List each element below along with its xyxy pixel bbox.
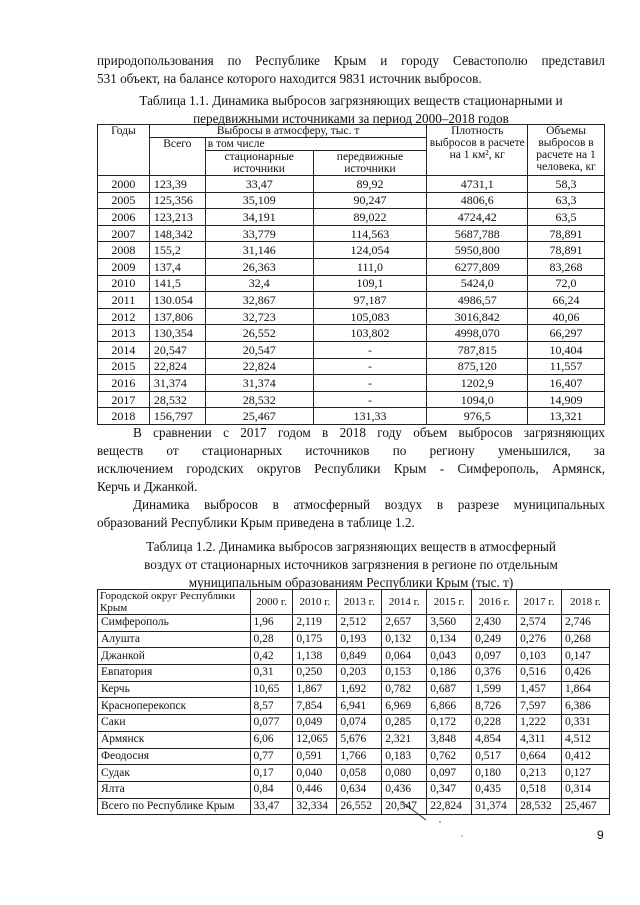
- table-row: [98, 748, 610, 765]
- pen-mark: [400, 800, 470, 840]
- table-row: [98, 308, 605, 325]
- value-cell: 0,097: [472, 648, 517, 665]
- stationary-cell: 32,723: [205, 308, 313, 325]
- header-emissions: Выбросы в атмосферу, тыс. т: [149, 125, 426, 138]
- value-cell: 0,043: [427, 648, 472, 665]
- total-cell: 148,342: [149, 225, 205, 242]
- value-cell: 6,386: [562, 698, 610, 715]
- total-cell: 137,806: [149, 308, 205, 325]
- paragraph1-line-1: В сравнении с 2017 годом в 2018 году объем выбросов загрязняющих: [133, 425, 605, 440]
- mobile-cell: -: [313, 358, 427, 375]
- value-cell: 0,153: [382, 665, 427, 682]
- value-cell: 3,560: [427, 615, 472, 632]
- value-cell: 1,96: [250, 615, 293, 632]
- value-cell: 0,31: [250, 665, 293, 682]
- value-cell: 0,250: [293, 665, 337, 682]
- value-cell: 0,228: [472, 715, 517, 732]
- value-cell: 0,040: [293, 765, 337, 782]
- year-header: 2018 г.: [562, 590, 610, 615]
- per-capita-cell: 14,909: [528, 391, 605, 408]
- value-cell: 0,84: [250, 781, 293, 798]
- per-capita-cell: 16,407: [528, 375, 605, 392]
- table-row: [98, 225, 605, 242]
- mobile-cell: -: [313, 341, 427, 358]
- table2-caption-line-1: Таблица 1.2. Динамика выбросов загрязняющих веществ в атмосферный: [146, 539, 556, 554]
- value-cell: 0,412: [562, 748, 610, 765]
- value-cell: 0,347: [427, 781, 472, 798]
- table-row: [98, 615, 610, 632]
- value-cell: 2,574: [517, 615, 562, 632]
- paragraph1-line-2: веществ от стационарных источников по региону уменьшился, за: [97, 443, 605, 458]
- table-row: [98, 648, 610, 665]
- value-cell: 0,28: [250, 631, 293, 648]
- municipality-cell: Армянск: [98, 731, 251, 748]
- value-cell: 2,430: [472, 615, 517, 632]
- total-cell: 130.054: [149, 292, 205, 309]
- table-row: [98, 176, 605, 193]
- stationary-cell: 33,47: [205, 176, 313, 193]
- stationary-cell: 20,547: [205, 341, 313, 358]
- stationary-cell: 31,146: [205, 242, 313, 259]
- value-cell: 1,864: [562, 681, 610, 698]
- mobile-cell: 111,0: [313, 258, 427, 275]
- value-cell: 0,097: [427, 765, 472, 782]
- per-capita-cell: 40,06: [528, 308, 605, 325]
- stationary-cell: 33,779: [205, 225, 313, 242]
- year-cell: 2011: [98, 292, 150, 309]
- value-cell: 0,591: [293, 748, 337, 765]
- intro-paragraph: [97, 52, 605, 88]
- table-row: [98, 715, 610, 732]
- total-cell: 22,824: [149, 358, 205, 375]
- total-cell: 130,354: [149, 325, 205, 342]
- mobile-cell: 89,022: [313, 209, 427, 226]
- value-cell: 0,183: [382, 748, 427, 765]
- per-capita-cell: 83,268: [528, 258, 605, 275]
- stationary-cell: 28,532: [205, 391, 313, 408]
- value-cell: 0,435: [472, 781, 517, 798]
- mobile-cell: -: [313, 391, 427, 408]
- table-row: [98, 698, 610, 715]
- mobile-cell: 103,802: [313, 325, 427, 342]
- value-cell: 2,321: [382, 731, 427, 748]
- total-cell: 137,4: [149, 258, 205, 275]
- value-cell: 1,457: [517, 681, 562, 698]
- table1-caption-line-1: Таблица 1.1. Динамика выбросов загрязняющих веществ стационарными и: [139, 93, 563, 108]
- header-density: Плотность выбросов в расчете на 1 км², кг: [427, 125, 528, 176]
- municipality-cell: Всего по Республике Крым: [98, 798, 251, 815]
- table-row: [98, 292, 605, 309]
- per-capita-cell: 78,891: [528, 225, 605, 242]
- value-cell: 0,175: [293, 631, 337, 648]
- value-cell: 1,222: [517, 715, 562, 732]
- year-cell: 2014: [98, 341, 150, 358]
- municipality-cell: Судак: [98, 765, 251, 782]
- density-cell: 3016,842: [427, 308, 528, 325]
- value-cell: 0,249: [472, 631, 517, 648]
- table-row: [98, 358, 605, 375]
- table-row: [98, 192, 605, 209]
- paragraph2-line-1: Динамика выбросов в атмосферный воздух в разрезе муниципальных: [133, 497, 605, 512]
- value-cell: 0,268: [562, 631, 610, 648]
- value-cell: 0,849: [337, 648, 382, 665]
- header-total: Всего: [149, 138, 205, 176]
- paragraph2-line-2: образований Республики Крым приведена в таблице 1.2.: [97, 515, 415, 530]
- table-row: [98, 209, 605, 226]
- header-stationary: стационарные источники: [205, 151, 313, 176]
- density-cell: 1202,9: [427, 375, 528, 392]
- mobile-cell: 89,92: [313, 176, 427, 193]
- emissions-dynamics-table: [97, 124, 605, 425]
- table-row: [98, 681, 610, 698]
- municipality-cell: Красноперекопск: [98, 698, 251, 715]
- header-years: Годы: [98, 125, 150, 176]
- value-cell: 0,180: [472, 765, 517, 782]
- page-number: 9: [597, 828, 604, 842]
- value-cell: 6,969: [382, 698, 427, 715]
- value-cell: 0,77: [250, 748, 293, 765]
- value-cell: 4,311: [517, 731, 562, 748]
- stationary-cell: 32,4: [205, 275, 313, 292]
- value-cell: 25,467: [562, 798, 610, 815]
- per-capita-cell: 63,3: [528, 192, 605, 209]
- table-row: [98, 258, 605, 275]
- paragraph1-line-4: Керчь и Джанкой.: [97, 479, 198, 494]
- value-cell: 0,687: [427, 681, 472, 698]
- value-cell: 0,634: [337, 781, 382, 798]
- density-cell: 5950,800: [427, 242, 528, 259]
- value-cell: 0,446: [293, 781, 337, 798]
- value-cell: 26,552: [337, 798, 382, 815]
- year-cell: 2006: [98, 209, 150, 226]
- year-header: 2014 г.: [382, 590, 427, 615]
- value-cell: 32,334: [293, 798, 337, 815]
- stationary-cell: 22,824: [205, 358, 313, 375]
- intro-line-1: природопользования по Республике Крым и городу Севастополю представил: [97, 53, 605, 68]
- year-cell: 2015: [98, 358, 150, 375]
- table-row: [98, 731, 610, 748]
- value-cell: 0,285: [382, 715, 427, 732]
- year-cell: 2005: [98, 192, 150, 209]
- value-cell: 0,17: [250, 765, 293, 782]
- value-cell: 0,213: [517, 765, 562, 782]
- stationary-cell: 32,867: [205, 292, 313, 309]
- total-cell: 125,356: [149, 192, 205, 209]
- value-cell: 0,664: [517, 748, 562, 765]
- mobile-cell: 124,054: [313, 242, 427, 259]
- municipality-cell: Джанкой: [98, 648, 251, 665]
- value-cell: 8,726: [472, 698, 517, 715]
- year-cell: 2018: [98, 408, 150, 425]
- table2-caption-line-2: воздух от стационарных источников загрязнения в регионе по отдельным: [144, 557, 558, 572]
- table-row: [98, 275, 605, 292]
- value-cell: 0,058: [337, 765, 382, 782]
- municipality-cell: Евпатория: [98, 665, 251, 682]
- stationary-cell: 35,109: [205, 192, 313, 209]
- municipality-cell: Алушта: [98, 631, 251, 648]
- value-cell: 0,276: [517, 631, 562, 648]
- value-cell: 0,516: [517, 665, 562, 682]
- table2-body: [98, 615, 610, 815]
- value-cell: 6,06: [250, 731, 293, 748]
- table-row: [98, 341, 605, 358]
- year-header: 2017 г.: [517, 590, 562, 615]
- municipality-cell: Саки: [98, 715, 251, 732]
- value-cell: 0,426: [562, 665, 610, 682]
- value-cell: 0,436: [382, 781, 427, 798]
- per-capita-cell: 66,297: [528, 325, 605, 342]
- mobile-cell: 90,247: [313, 192, 427, 209]
- value-cell: 1,138: [293, 648, 337, 665]
- total-cell: 123,39: [149, 176, 205, 193]
- value-cell: 22,824: [427, 798, 472, 815]
- density-cell: 4731,1: [427, 176, 528, 193]
- municipality-cell: Ялта: [98, 781, 251, 798]
- value-cell: 0,080: [382, 765, 427, 782]
- per-capita-cell: 63,5: [528, 209, 605, 226]
- total-cell: 123,213: [149, 209, 205, 226]
- mobile-cell: 109,1: [313, 275, 427, 292]
- per-capita-cell: 66,24: [528, 292, 605, 309]
- table2-header-row: [98, 590, 610, 615]
- total-cell: 156,797: [149, 408, 205, 425]
- table-row: [98, 631, 610, 648]
- value-cell: 5,676: [337, 731, 382, 748]
- year-cell: 2010: [98, 275, 150, 292]
- value-cell: 0,314: [562, 781, 610, 798]
- table-row: [98, 665, 610, 682]
- total-cell: 141,5: [149, 275, 205, 292]
- year-cell: 2012: [98, 308, 150, 325]
- value-cell: 2,512: [337, 615, 382, 632]
- year-header: 2016 г.: [472, 590, 517, 615]
- table1-caption-line-2: передвижными источниками за период 2000–2018 годов: [193, 111, 509, 126]
- value-cell: 0,762: [427, 748, 472, 765]
- density-cell: 976,5: [427, 408, 528, 425]
- value-cell: 0,186: [427, 665, 472, 682]
- table-row: [98, 325, 605, 342]
- density-cell: 4986,57: [427, 292, 528, 309]
- mobile-cell: 131,33: [313, 408, 427, 425]
- year-header: 2013 г.: [337, 590, 382, 615]
- year-cell: 2008: [98, 242, 150, 259]
- value-cell: 0,172: [427, 715, 472, 732]
- municipality-cell: Феодосия: [98, 748, 251, 765]
- value-cell: 4,854: [472, 731, 517, 748]
- value-cell: 28,532: [517, 798, 562, 815]
- value-cell: 1,766: [337, 748, 382, 765]
- value-cell: 4,512: [562, 731, 610, 748]
- value-cell: 0,193: [337, 631, 382, 648]
- table1-body: [98, 176, 605, 425]
- paragraph1-line-3: исключением городских округов Республики Крым - Симферополь, Армянск,: [97, 461, 605, 476]
- value-cell: 0,518: [517, 781, 562, 798]
- density-cell: 875,120: [427, 358, 528, 375]
- year-cell: 2009: [98, 258, 150, 275]
- table-row: [98, 798, 610, 815]
- value-cell: 0,517: [472, 748, 517, 765]
- value-cell: 0,147: [562, 648, 610, 665]
- year-header: 2015 г.: [427, 590, 472, 615]
- density-cell: 1094,0: [427, 391, 528, 408]
- value-cell: 3,848: [427, 731, 472, 748]
- density-cell: 5687,788: [427, 225, 528, 242]
- municipality-cell: Керчь: [98, 681, 251, 698]
- year-cell: 2017: [98, 391, 150, 408]
- municipality-cell: Симферополь: [98, 615, 251, 632]
- mobile-cell: -: [313, 375, 427, 392]
- per-capita-cell: 72,0: [528, 275, 605, 292]
- stationary-cell: 26,552: [205, 325, 313, 342]
- value-cell: 0,077: [250, 715, 293, 732]
- value-cell: 2,119: [293, 615, 337, 632]
- table-row: [98, 781, 610, 798]
- mobile-cell: 105,083: [313, 308, 427, 325]
- density-cell: 787,815: [427, 341, 528, 358]
- value-cell: 10,65: [250, 681, 293, 698]
- table2-caption: [97, 538, 605, 592]
- value-cell: 0,331: [562, 715, 610, 732]
- stationary-cell: 34,191: [205, 209, 313, 226]
- header-mobile: передвижные источники: [313, 151, 427, 176]
- value-cell: 0,134: [427, 631, 472, 648]
- value-cell: 33,47: [250, 798, 293, 815]
- header-including: в том числе: [205, 138, 427, 151]
- value-cell: 0,42: [250, 648, 293, 665]
- stationary-cell: 25,467: [205, 408, 313, 425]
- value-cell: 8,57: [250, 698, 293, 715]
- table-row: [98, 242, 605, 259]
- value-cell: 12,065: [293, 731, 337, 748]
- value-cell: 2,746: [562, 615, 610, 632]
- per-capita-cell: 13,321: [528, 408, 605, 425]
- value-cell: 0,782: [382, 681, 427, 698]
- density-cell: 6277,809: [427, 258, 528, 275]
- per-capita-cell: 58,3: [528, 176, 605, 193]
- table2-caption-line-3: муниципальным образованиям Республики Крым (тыс. т): [188, 575, 514, 590]
- value-cell: 0,074: [337, 715, 382, 732]
- value-cell: 7,597: [517, 698, 562, 715]
- value-cell: 20,547: [382, 798, 427, 815]
- header-per-capita: Объемы выбросов в расчете на 1 человека, кг: [528, 125, 605, 176]
- density-cell: 4998,070: [427, 325, 528, 342]
- value-cell: 1,867: [293, 681, 337, 698]
- per-capita-cell: 10,404: [528, 341, 605, 358]
- value-cell: 0,064: [382, 648, 427, 665]
- total-cell: 20,547: [149, 341, 205, 358]
- comparison-paragraph: [97, 424, 605, 496]
- total-cell: 155,2: [149, 242, 205, 259]
- value-cell: 0,376: [472, 665, 517, 682]
- year-header: 2000 г.: [250, 590, 293, 615]
- reference-paragraph: [97, 496, 605, 532]
- density-cell: 5424,0: [427, 275, 528, 292]
- table-row: [98, 408, 605, 425]
- year-header: 2010 г.: [293, 590, 337, 615]
- value-cell: 1,692: [337, 681, 382, 698]
- value-cell: 0,203: [337, 665, 382, 682]
- value-cell: 0,103: [517, 648, 562, 665]
- value-cell: 2,657: [382, 615, 427, 632]
- mobile-cell: 114,563: [313, 225, 427, 242]
- municipal-emissions-table: [97, 589, 610, 815]
- year-cell: 2016: [98, 375, 150, 392]
- table-row: [98, 375, 605, 392]
- year-cell: 2000: [98, 176, 150, 193]
- value-cell: 0,127: [562, 765, 610, 782]
- year-cell: 2007: [98, 225, 150, 242]
- total-cell: 28,532: [149, 391, 205, 408]
- mobile-cell: 97,187: [313, 292, 427, 309]
- value-cell: 0,132: [382, 631, 427, 648]
- intro-line-2: 531 объект, на балансе которого находится 9831 источник выбросов.: [97, 71, 482, 86]
- density-cell: 4724,42: [427, 209, 528, 226]
- table-row: [98, 765, 610, 782]
- value-cell: 0,049: [293, 715, 337, 732]
- density-cell: 4806,6: [427, 192, 528, 209]
- table1-caption: [97, 92, 605, 128]
- table-row: [98, 391, 605, 408]
- per-capita-cell: 78,891: [528, 242, 605, 259]
- value-cell: 7,854: [293, 698, 337, 715]
- total-cell: 31,374: [149, 375, 205, 392]
- value-cell: 6,866: [427, 698, 472, 715]
- header-municipality: Городской округ Республики Крым: [98, 590, 251, 615]
- stationary-cell: 31,374: [205, 375, 313, 392]
- stationary-cell: 26,363: [205, 258, 313, 275]
- per-capita-cell: 11,557: [528, 358, 605, 375]
- value-cell: 6,941: [337, 698, 382, 715]
- year-cell: 2013: [98, 325, 150, 342]
- value-cell: 1,599: [472, 681, 517, 698]
- value-cell: 31,374: [472, 798, 517, 815]
